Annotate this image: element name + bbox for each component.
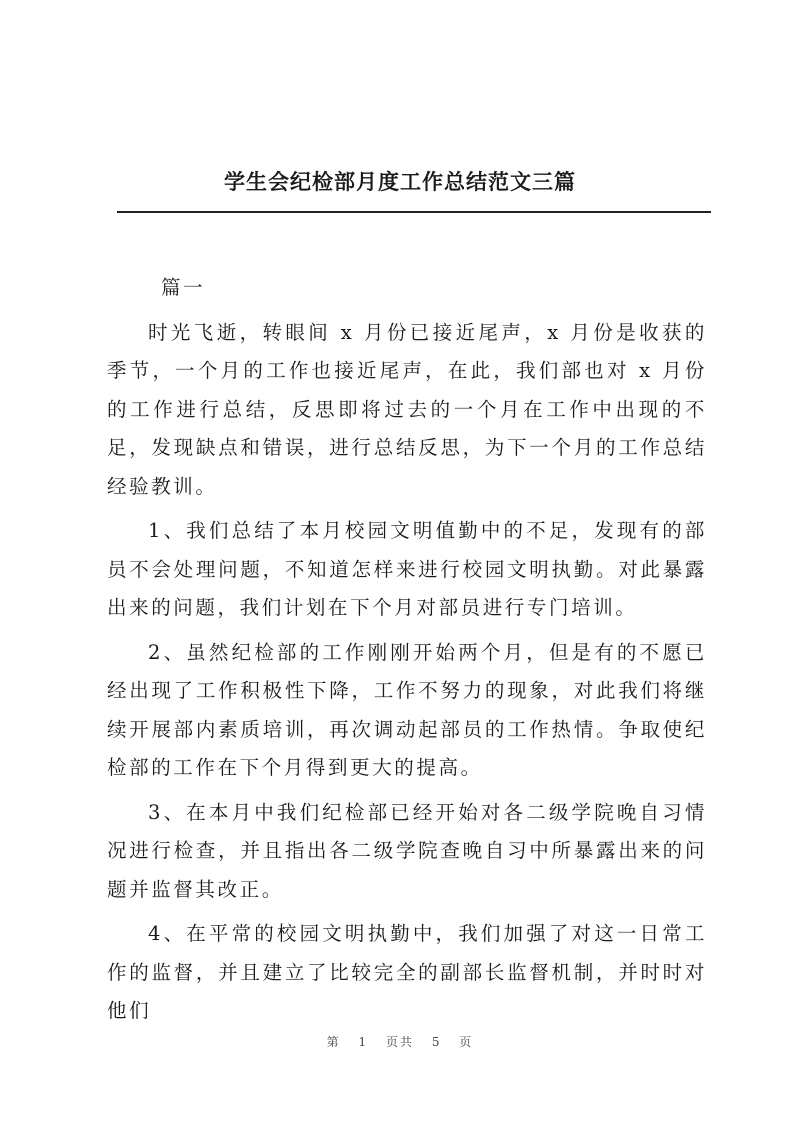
section-heading: 篇一 (161, 276, 206, 299)
footer-prefix: 第 (326, 1035, 341, 1049)
footer-total-pages: 5 (431, 1035, 442, 1049)
paragraph-intro: 时光飞逝，转眼间 x 月份已接近尾声，x 月份是收获的季节，一个月的工作也接近尾声，在此，我们部也对 x 月份的工作进行总结，反思即将过去的一个月在工作中出现的不足，发现缺点和错误，进行总结反思，为下一个月的工作总结经验教训。 (107, 320, 707, 498)
footer-middle: 页共 (385, 1035, 414, 1049)
document-body (107, 269, 707, 1037)
document-title: 学生会纪检部月度工作总结范文三篇 (224, 170, 576, 194)
footer-page-number: 1 (358, 1035, 369, 1049)
paragraph-item-1: 1、我们总结了本月校园文明值勤中的不足，发现有的部员不会处理问题，不知道怎样来进行校园文明执勤。对此暴露出来的问题，我们计划在下个月对部员进行专门培训。 (107, 519, 707, 619)
paragraph-item-4: 4、在平常的校园文明执勤中，我们加强了对这一日常工作的监督，并且建立了比较完全的副部长监督机制，并时时对他们 (107, 922, 707, 1022)
page-footer (0, 1033, 800, 1050)
title-underline (117, 211, 711, 213)
paragraph-item-2: 2、虽然纪检部的工作刚刚开始两个月，但是有的不愿已经出现了工作积极性下降，工作不努力的现象，对此我们将继续开展部内素质培训，再次调动起部员的工作热情。争取使纪检部的工作在下个月得到更大的提高。 (107, 640, 707, 779)
paragraph-item-3: 3、在本月中我们纪检部已经开始对各二级学院晚自习情况进行检查，并且指出各二级学院查晚自习中所暴露出来的问题并监督其改正。 (107, 800, 707, 901)
footer-suffix: 页 (459, 1035, 474, 1049)
